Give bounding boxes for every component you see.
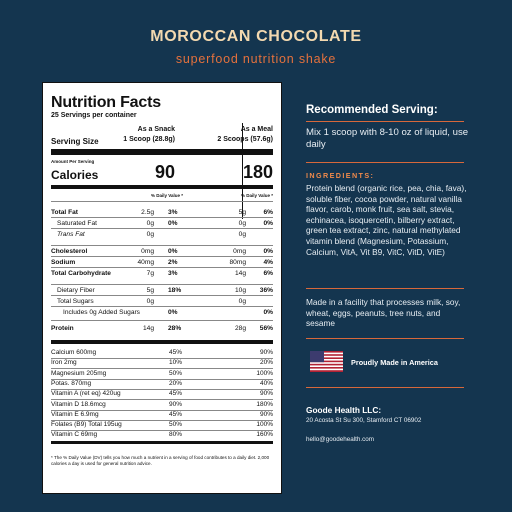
row-divider — [51, 256, 273, 257]
product-title: MOROCCAN CHOCOLATE — [150, 28, 362, 45]
nutrient-a1: 14g — [142, 325, 154, 332]
calories-snack: 90 — [154, 162, 175, 182]
nutrient-n: Dietary Fiber — [57, 287, 95, 294]
nutrient-n: Total Fat — [51, 209, 78, 216]
ingredients-text: Protein blend (organic rice, pea, chia, fava), soluble fiber, cocoa powder, natural vanilla flavor, carob, monk fruit, sea salt, stevia, echinacea, isoquercetin, bilberry extract, green tea extract, zinc, natural methylated vitamin blend (Magnesium, Potassium, Calcium, VitA, Vit B9, VitC, VitD, VitE) — [306, 183, 467, 257]
nutrient-a2: 28g — [234, 325, 246, 332]
nutrient-p1: 18% — [168, 287, 182, 294]
footnote: * The % Daily Value (DV) tells you how much a nutrient in a serving of food contributes to a daily diet. 2,000 calories a day is used for general nutrition advice. — [51, 455, 270, 466]
nutrient-p1: 3% — [168, 209, 178, 216]
vitamin-row — [51, 420, 273, 430]
vitamin-pct-meal: 90% — [259, 349, 273, 356]
nutrient-a2: 0g — [238, 298, 246, 305]
row-divider — [51, 306, 273, 307]
nutrient-a1: 2.5g — [141, 209, 154, 216]
nutrient-a1: 40mg — [137, 259, 154, 266]
nutrient-a2: 80mg — [229, 259, 246, 266]
nutrient-a1: 0g — [146, 220, 154, 227]
nutrient-a2: 0mg — [233, 248, 246, 255]
recommended-serving-title: Recommended Serving: — [306, 104, 438, 116]
vitamin-row — [51, 358, 273, 368]
nutrient-n: Cholesterol — [51, 248, 88, 255]
nutrient-p2: 0% — [263, 220, 273, 227]
nutrient-row — [51, 307, 273, 318]
ingredients-rule — [306, 162, 464, 163]
vitamin-row — [51, 389, 273, 399]
flag-rule — [306, 338, 464, 339]
row-divider — [51, 245, 273, 246]
nutrient-row — [51, 268, 273, 279]
recommended-serving-text: Mix 1 scoop with 8-10 oz of liquid, use daily — [306, 127, 469, 150]
nutrient-row — [51, 229, 273, 240]
row-divider — [51, 320, 273, 321]
vitamin-name: Iron 2mg — [51, 359, 77, 367]
vitamin-pct-snack: 50% — [169, 421, 183, 429]
nutrient-p2: 36% — [259, 287, 273, 294]
vitamin-pct-snack: 45% — [169, 349, 183, 356]
vitamin-name: Vitamin E 6.9mg — [51, 410, 99, 418]
row-divider — [51, 295, 273, 296]
vitamin-pct-snack: 50% — [169, 369, 183, 377]
meal-header-line2: 2 Scoops (57.6g) — [217, 136, 273, 143]
nutrient-p2: 0% — [263, 309, 273, 316]
vitamin-name: Potas. 870mg — [51, 379, 92, 387]
nutrient-a1: 0g — [146, 231, 154, 238]
nutrient-row — [51, 323, 273, 334]
vitamin-name: Folates (B9) Total 195ug — [51, 421, 122, 429]
nutrient-a2: 14g — [234, 270, 246, 277]
nutrition-facts-label — [42, 82, 282, 494]
nutrient-a2: 0g — [238, 220, 246, 227]
dv-header-snack: % Daily Value * — [150, 193, 183, 198]
nutrient-n: Protein — [51, 325, 74, 332]
nutrient-p1: 28% — [168, 325, 182, 332]
vitamin-name: Magnesium 205mg — [51, 369, 107, 377]
vitamin-pct-meal: 180% — [256, 400, 273, 408]
vitamin-pct-snack: 45% — [169, 410, 183, 418]
nutrient-p2: 4% — [263, 259, 273, 266]
row-divider — [51, 284, 273, 285]
nutrient-p1: 0% — [168, 220, 178, 227]
nutrient-p2: 6% — [263, 270, 273, 277]
nutrient-a2: 0g — [238, 231, 246, 238]
nutrient-a2: 10g — [234, 287, 246, 294]
vitamin-pct-snack: 45% — [169, 390, 183, 398]
vitamin-row — [51, 410, 273, 420]
nutrient-p2: 6% — [263, 209, 273, 216]
vitamin-pct-meal: 90% — [259, 390, 273, 398]
company-rule — [306, 387, 464, 388]
nutrient-a1: 0mg — [141, 248, 154, 255]
nutrient-n: Trans Fat — [57, 231, 85, 238]
allergen-facility-text: Made in a facility that processes milk, soy, wheat, eggs, peanuts, tree nuts, and sesame — [306, 297, 461, 329]
snack-header — [123, 125, 175, 145]
nutrient-p1: 0% — [168, 248, 178, 255]
product-subtitle: superfood nutrition shake — [175, 52, 337, 66]
row-divider — [51, 228, 273, 229]
nutrient-p2: 56% — [259, 325, 273, 332]
vitamin-row — [51, 348, 273, 358]
nutrient-n: Includes 0g Added Sugars — [63, 309, 140, 316]
calories-label: Calories — [51, 168, 99, 182]
nutrient-p1: 3% — [168, 270, 178, 277]
vitamin-pct-snack: 10% — [169, 359, 183, 367]
nutrient-p1: 2% — [168, 259, 178, 266]
vitamin-name: Vitamin C 69mg — [51, 431, 98, 439]
vitamin-pct-meal: 100% — [256, 421, 273, 429]
facility-rule — [306, 288, 464, 289]
calories-divider — [51, 185, 273, 189]
thick-divider — [51, 149, 273, 155]
calories-meal: 180 — [242, 162, 273, 182]
vitamin-row — [51, 430, 273, 440]
company-address: 20 Acosta St Su 300, Stamford CT 06902 — [306, 417, 422, 424]
vitamin-name: Vitamin D 18.6mcg — [51, 400, 106, 408]
nutrition-facts-title: Nutrition Facts — [51, 94, 161, 111]
made-in-america-text: Proudly Made in America — [351, 358, 438, 367]
vitamin-pct-snack: 80% — [169, 431, 183, 439]
vitamin-row — [51, 369, 273, 379]
vitamin-pct-meal: 160% — [256, 431, 273, 439]
nutrient-a1: 7g — [146, 270, 154, 277]
servings-per-container: 25 Servings per container — [51, 112, 137, 119]
us-flag-icon — [310, 351, 343, 372]
amount-per-serving: Amount Per Serving — [51, 159, 95, 164]
row-divider — [51, 267, 273, 268]
nutrient-a1: 0g — [146, 298, 154, 305]
recommended-rule — [306, 121, 464, 122]
vitamin-name: Calcium 600mg — [51, 349, 97, 356]
nutrient-p1: 0% — [168, 309, 178, 316]
nutrient-n: Sodium — [51, 259, 76, 266]
nutrient-a2: 5g — [238, 209, 246, 216]
nutrient-p2: 0% — [263, 248, 273, 255]
vitamin-pct-meal: 20% — [259, 359, 273, 367]
vitamin-pct-meal: 100% — [256, 369, 273, 377]
nutrient-a1: 5g — [146, 287, 154, 294]
row-divider — [51, 217, 273, 218]
nutrient-n: Total Carbohydrate — [51, 270, 111, 277]
vitamin-row — [51, 379, 273, 389]
footnote-divider — [51, 441, 273, 444]
snack-header-line1: As a Snack — [137, 126, 175, 133]
vitamin-pct-snack: 20% — [169, 379, 183, 387]
vitamin-pct-meal: 40% — [259, 379, 273, 387]
ingredients-title: INGREDIENTS: — [306, 171, 375, 180]
vitamin-row — [51, 400, 273, 410]
vitamin-pct-meal: 90% — [259, 410, 273, 418]
meal-header-line1: As a Meal — [240, 126, 273, 133]
company-name: Goode Health LLC: — [306, 405, 382, 415]
nutrient-n: Saturated Fat — [57, 220, 97, 227]
vitamin-pct-snack: 90% — [169, 400, 183, 408]
snack-header-line2: 1 Scoop (28.8g) — [123, 136, 175, 143]
protein-divider — [51, 340, 273, 344]
nutrient-n: Total Sugars — [57, 298, 94, 305]
company-email[interactable]: hello@goodehealth.com — [306, 436, 375, 443]
vitamin-name: Vitamin A (ret eq) 420ug — [51, 390, 121, 398]
dv-header-meal: % Daily Value * — [240, 193, 273, 198]
serving-size-label: Serving Size — [51, 137, 99, 146]
dv-header-line — [51, 201, 273, 202]
meal-header — [217, 125, 273, 145]
